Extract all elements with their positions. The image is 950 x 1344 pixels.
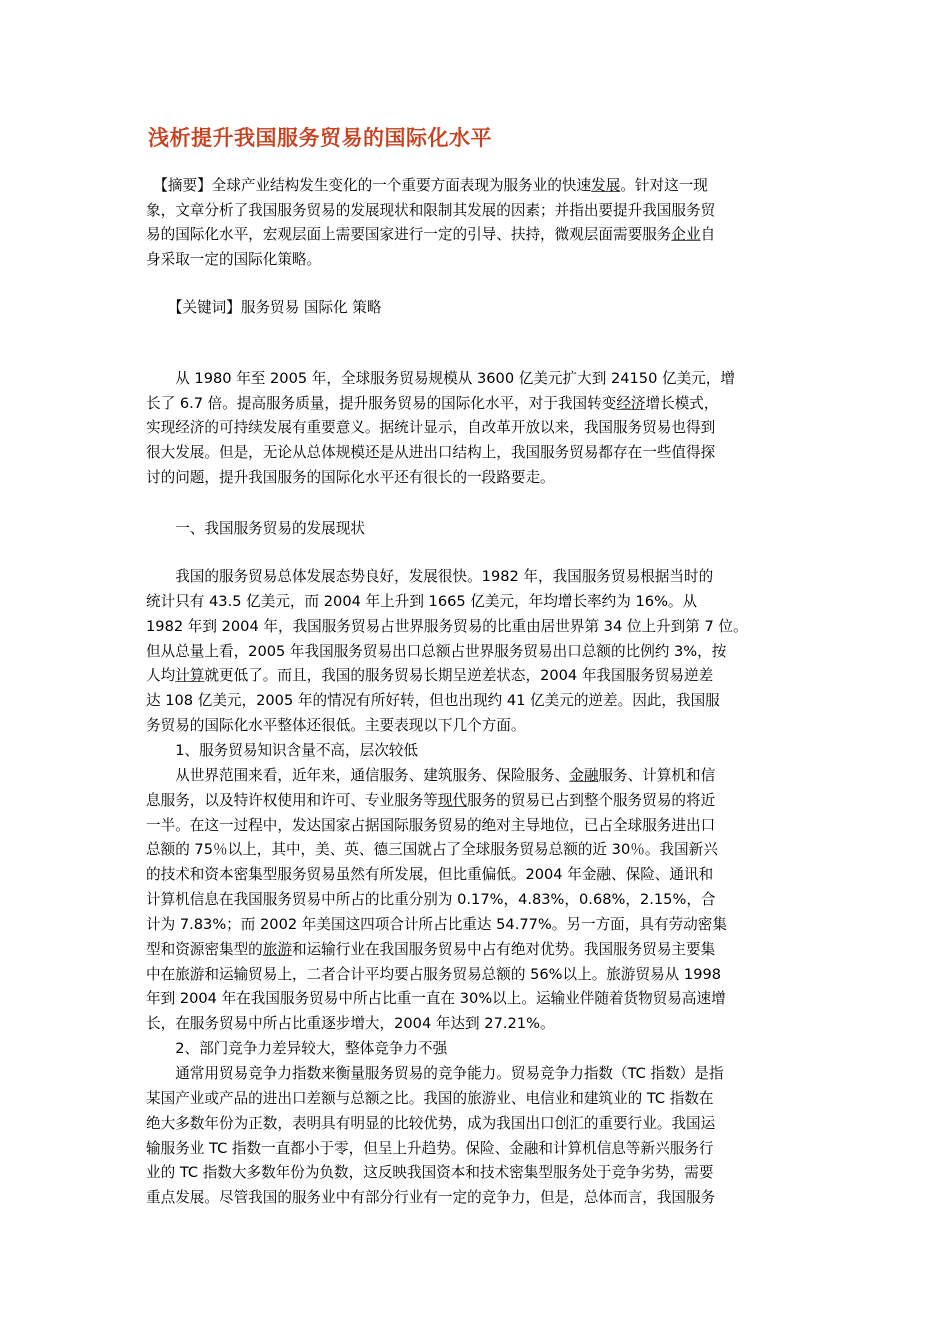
text-run: 我国的服务贸易总体发展态势良好，发展很快。1982 年，我国服务贸易根据当时的 xyxy=(146,568,714,585)
abstract-line xyxy=(146,248,321,272)
text-run: 输服务业 TC 指数一直都小于零，但呈上升趋势。保险、金融和计算机信息等新兴服务行 xyxy=(146,1140,714,1157)
text-run: 增长模式， xyxy=(645,395,719,412)
text-run: 绝大多数年份为正数，表明具有明显的比较优势，成为我国出口创汇的重要行业。我国运 xyxy=(146,1115,716,1132)
inline-link[interactable]: 旅游 xyxy=(262,941,292,958)
inline-link[interactable]: 现代 xyxy=(437,792,468,809)
text-run: 统计只有 43.5 亿美元，而 2004 年上升到 1665 亿美元，年均增长率约为 16%。从 xyxy=(146,593,698,610)
body-line xyxy=(146,863,713,887)
intro-line xyxy=(146,367,735,391)
text-run: 就更低了。而且，我国的服务贸易长期呈逆差状态，2004 年我国服务贸易逆差 xyxy=(204,667,714,684)
text-run: 易的国际化水平，宏观层面上需要国家进行一定的引导、扶持，微观层面需要服务 xyxy=(146,226,672,243)
body-line xyxy=(146,764,715,788)
body-line xyxy=(146,1012,555,1036)
text-run: 身采取一定的国际化策略。 xyxy=(146,251,322,268)
body-line xyxy=(146,838,718,862)
body-line xyxy=(146,1137,714,1161)
body-line xyxy=(146,789,715,813)
inline-link[interactable]: 企业 xyxy=(671,226,701,243)
body-line xyxy=(146,640,726,664)
text-run: 服务、计算机和信 xyxy=(598,767,716,784)
intro-line xyxy=(146,416,715,440)
text-run: 人均 xyxy=(146,667,176,684)
body-line xyxy=(146,1186,715,1210)
text-run: 长了 6.7 倍。提高服务质量，提升服务贸易的国际化水平，对于我国转变 xyxy=(146,395,617,412)
body-line xyxy=(146,1161,714,1185)
text-run: 计算机信息在我国服务贸易中所占的比重分别为 0.17%，4.83%，0.68%，2.15%，合 xyxy=(146,891,716,908)
intro-line xyxy=(146,466,555,490)
body-line xyxy=(146,1087,714,1111)
text-run: 但从总量上看，2005 年我国服务贸易出口总额占世界服务贸易出口总额的比例约 3%，按 xyxy=(146,643,727,660)
body-line xyxy=(146,590,697,614)
body-line xyxy=(146,1112,715,1136)
text-run: 计为 7.83%；而 2002 年美国这四项合计所占比重达 54.77%。另一方面，具有劳动密集 xyxy=(146,916,727,933)
inline-link[interactable]: 金融 xyxy=(569,767,599,784)
body-line xyxy=(146,814,715,838)
text-run: 从世界范围来看，近年来，通信服务、建筑服务、保险服务、 xyxy=(146,767,570,784)
text-run: 重点发展。尽管我国的服务业中有部分行业有一定的竞争力，但是，总体而言，我国服务 xyxy=(146,1189,716,1206)
body-line xyxy=(146,664,713,688)
abstract-line xyxy=(146,199,715,223)
text-run: 象，文章分析了我国服务贸易的发展现状和限制其发展的因素；并指出要提升我国服务贸 xyxy=(146,202,716,219)
intro-line xyxy=(146,392,719,416)
body-line xyxy=(146,913,727,937)
inline-link[interactable]: 发展 xyxy=(591,177,621,194)
text-run: 中在旅游和运输贸易上，二者合计平均要占服务贸易总额的 56%以上。旅游贸易从 1998 xyxy=(146,966,722,983)
text-run: 服务的贸易已占到整个服务贸易的将近 xyxy=(467,792,716,809)
text-run: 务贸易的国际化水平整体还很低。主要表现以下几个方面。 xyxy=(146,717,526,734)
text-run: 2、部门竞争力差异较大，整体竞争力不强 xyxy=(146,1040,448,1057)
body-line xyxy=(146,963,721,987)
text-run: 达 108 亿美元，2005 年的情况有所好转，但也出现约 41 亿美元的逆差。因此，我国服 xyxy=(146,692,720,709)
text-run: 的技术和资本密集型服务贸易虽然有所发展，但比重偏低。2004 年金融、保险、通讯和 xyxy=(146,866,714,883)
text-run: 自 xyxy=(700,226,716,243)
text-run: 。针对这一现 xyxy=(620,177,708,194)
text-run: 1、服务贸易知识含量不高，层次较低 xyxy=(146,742,418,759)
text-run: 从 1980 年至 2005 年，全球服务贸易规模从 3600 亿美元扩大到 24150 亿美元，增 xyxy=(146,370,735,387)
text-run: 和运输行业在我国服务贸易中占有绝对优势。我国服务贸易主要集 xyxy=(291,941,716,958)
body-line xyxy=(146,615,748,639)
body-line xyxy=(146,1062,723,1086)
text-run: 某国产业或产品的进出口差额与总额之比。我国的旅游业、电信业和建筑业的 TC 指数在 xyxy=(146,1090,714,1107)
document-title: 浅析提升我国服务贸易的国际化水平 xyxy=(148,126,492,150)
text-run: 很大发展。但是，无论从总体规模还是从进出口结构上，我国服务贸易都存在一些值得探 xyxy=(146,444,716,461)
text-run: 讨的问题，提升我国服务的国际化水平还有很长的一段路要走。 xyxy=(146,469,555,486)
inline-link[interactable]: 经济 xyxy=(616,395,646,412)
text-run: 年到 2004 年在我国服务贸易中所占比重一直在 30%以上。运输业伴随着货物贸易高速增 xyxy=(146,990,726,1007)
text-run: 一半。在这一过程中，发达国家占据国际服务贸易的绝对主导地位，已占全球服务进出口 xyxy=(146,817,716,834)
body-line xyxy=(146,714,525,738)
text-run: 总额的 75％以上，其中，美、英、德三国就占了全球服务贸易总额的近 30％。我国新兴 xyxy=(146,841,718,858)
text-run: 型和资源密集型的 xyxy=(146,941,263,958)
body-line xyxy=(146,987,726,1011)
inline-link[interactable]: 计算 xyxy=(175,667,205,684)
abstract-line xyxy=(146,223,715,247)
body-line xyxy=(146,888,716,912)
abstract-line xyxy=(146,174,708,198)
text-run: 【摘要】全球产业结构发生变化的一个重要方面表现为服务业的快速 xyxy=(146,177,592,194)
text-run: 通常用贸易竞争力指数来衡量服务贸易的竞争能力。贸易竞争力指数（TC 指数）是指 xyxy=(146,1065,724,1082)
text-run: 1982 年到 2004 年，我国服务贸易占世界服务贸易的比重由居世界第 34 位上升到第 7 位。 xyxy=(146,618,748,635)
text-run: 业的 TC 指数大多数年份为负数，这反映我国资本和技术密集型服务处于竞争劣势，需要 xyxy=(146,1164,714,1181)
text-run: 息服务，以及特许权使用和许可、专业服务等 xyxy=(146,792,438,809)
body-line xyxy=(146,1037,447,1061)
keywords-line: 【关键词】服务贸易 国际化 策略 xyxy=(146,299,382,316)
body-line xyxy=(146,565,713,589)
intro-line xyxy=(146,441,715,465)
text-run: 长，在服务贸易中所占比重逐步增大，2004 年达到 27.21%。 xyxy=(146,1015,555,1032)
body-line xyxy=(146,739,418,763)
text-run: 实现经济的可持续发展有重要意义。据统计显示，自改革开放以来，我国服务贸易也得到 xyxy=(146,419,716,436)
body-line xyxy=(146,689,720,713)
section-heading: 一、我国服务贸易的发展现状 xyxy=(146,520,365,537)
body-line xyxy=(146,938,715,962)
